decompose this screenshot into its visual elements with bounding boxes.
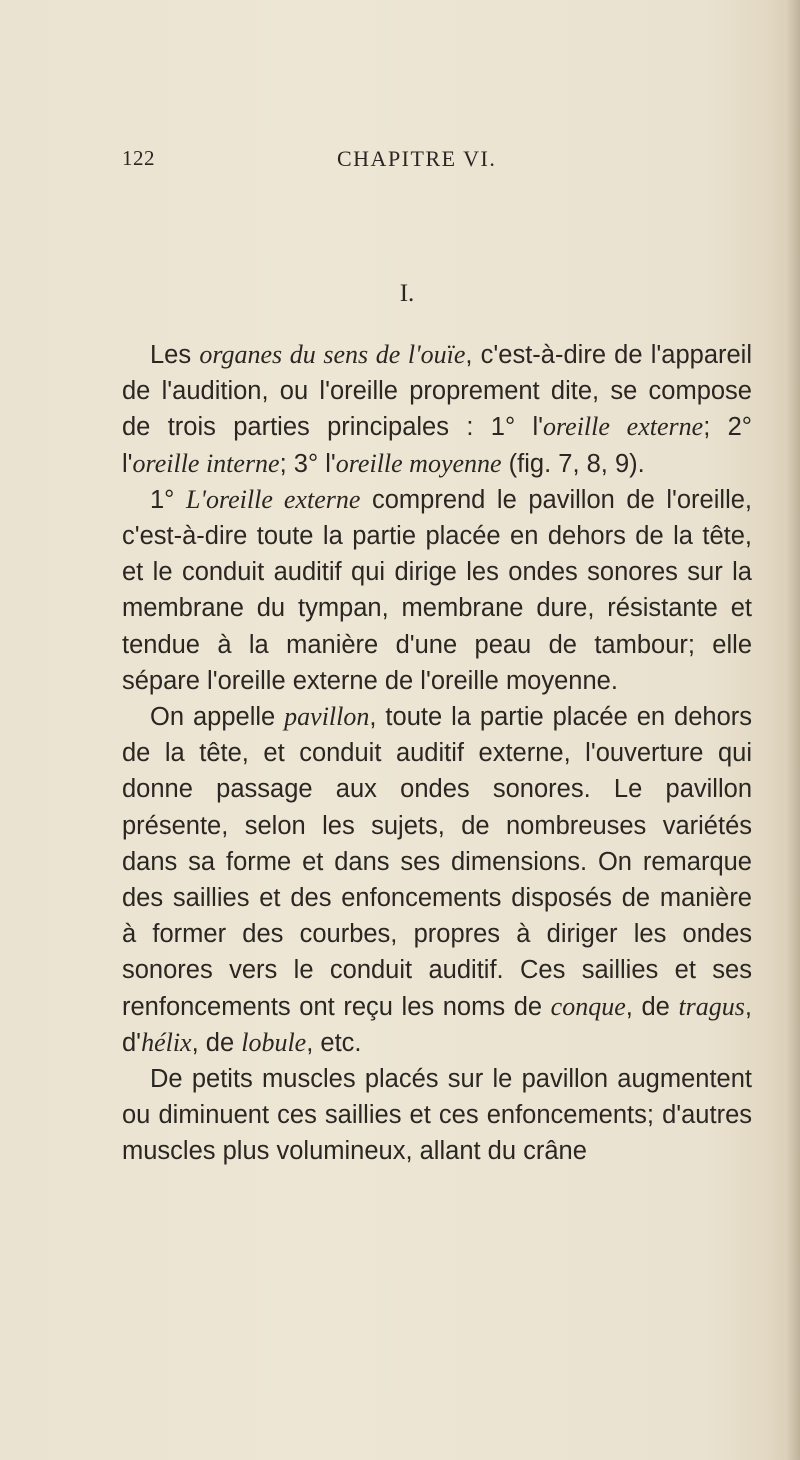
text-run: , d' (122, 992, 752, 1057)
italic-term: oreille moyenne (335, 448, 502, 478)
text-run: De petits muscles placés sur le pavillon augmentent ou diminuent ces saillies et ces enfoncements; d'autres muscles plus volumineux, allant du crâne (122, 1065, 752, 1166)
text-run: , de (625, 992, 679, 1021)
text-run: ; 3° l' (279, 449, 336, 478)
section-number: I. (399, 280, 415, 307)
text-run: Les (150, 341, 200, 369)
italic-term: L'oreille externe (185, 484, 361, 514)
running-head: CHAPITRE VI. (337, 146, 497, 171)
italic-term: oreille interne (132, 448, 280, 478)
text-run: , toute la partie placée en dehors de la tête, et conduit auditif externe, l'ouverture qui donne passage aux ondes sonores. Le pavillon présente, selon les sujets, de nombreuses variétés dans sa forme et dans ses dimensions. On remarque des saillies et des enfoncements disposés de manière à former des courbes, propres à diriger les ondes sonores vers le conduit auditif. Ces saillies et ses renfoncements ont reçu les noms de (122, 703, 753, 1021)
italic-term: organes du sens de l'ouïe (199, 340, 466, 369)
italic-term: conque (550, 991, 626, 1021)
text-run: , c'est-à-dire de l'appareil de l'audition, ou l'oreille proprement dite, se compose de trois parties principales : 1° l' (122, 341, 752, 442)
paragraph (122, 337, 752, 482)
text-run: comprend le pavillon de l'oreille, c'est-à-dire toute la partie placée en dehors de la tête, et le conduit auditif qui dirige les ondes sonores sur la membrane du tympan, membrane dure, résistante et tendue à la manière d'une peau de tambour; elle sépare l'oreille externe de l'oreille moyenne. (122, 485, 752, 695)
page-edge-shadow (786, 0, 800, 1460)
text-run: On appelle (150, 703, 285, 732)
italic-term: oreille externe (543, 412, 704, 442)
text-run: , de (191, 1028, 242, 1057)
italic-term: hélix (141, 1027, 192, 1057)
italic-term: tragus (678, 991, 745, 1021)
italic-term: lobule (241, 1027, 307, 1057)
italic-term: pavillon (284, 702, 370, 732)
text-run: 1° (150, 485, 186, 514)
paragraph (122, 699, 752, 1061)
text-run: , etc. (306, 1028, 362, 1057)
paragraph (122, 482, 752, 699)
text-run: (fig. 7, 8, 9). (501, 449, 645, 478)
text-run: ; 2° l' (122, 413, 752, 478)
page-header (0, 146, 800, 176)
paragraph (122, 1061, 752, 1170)
body-text (122, 337, 752, 1170)
page-number: 122 (122, 146, 155, 170)
